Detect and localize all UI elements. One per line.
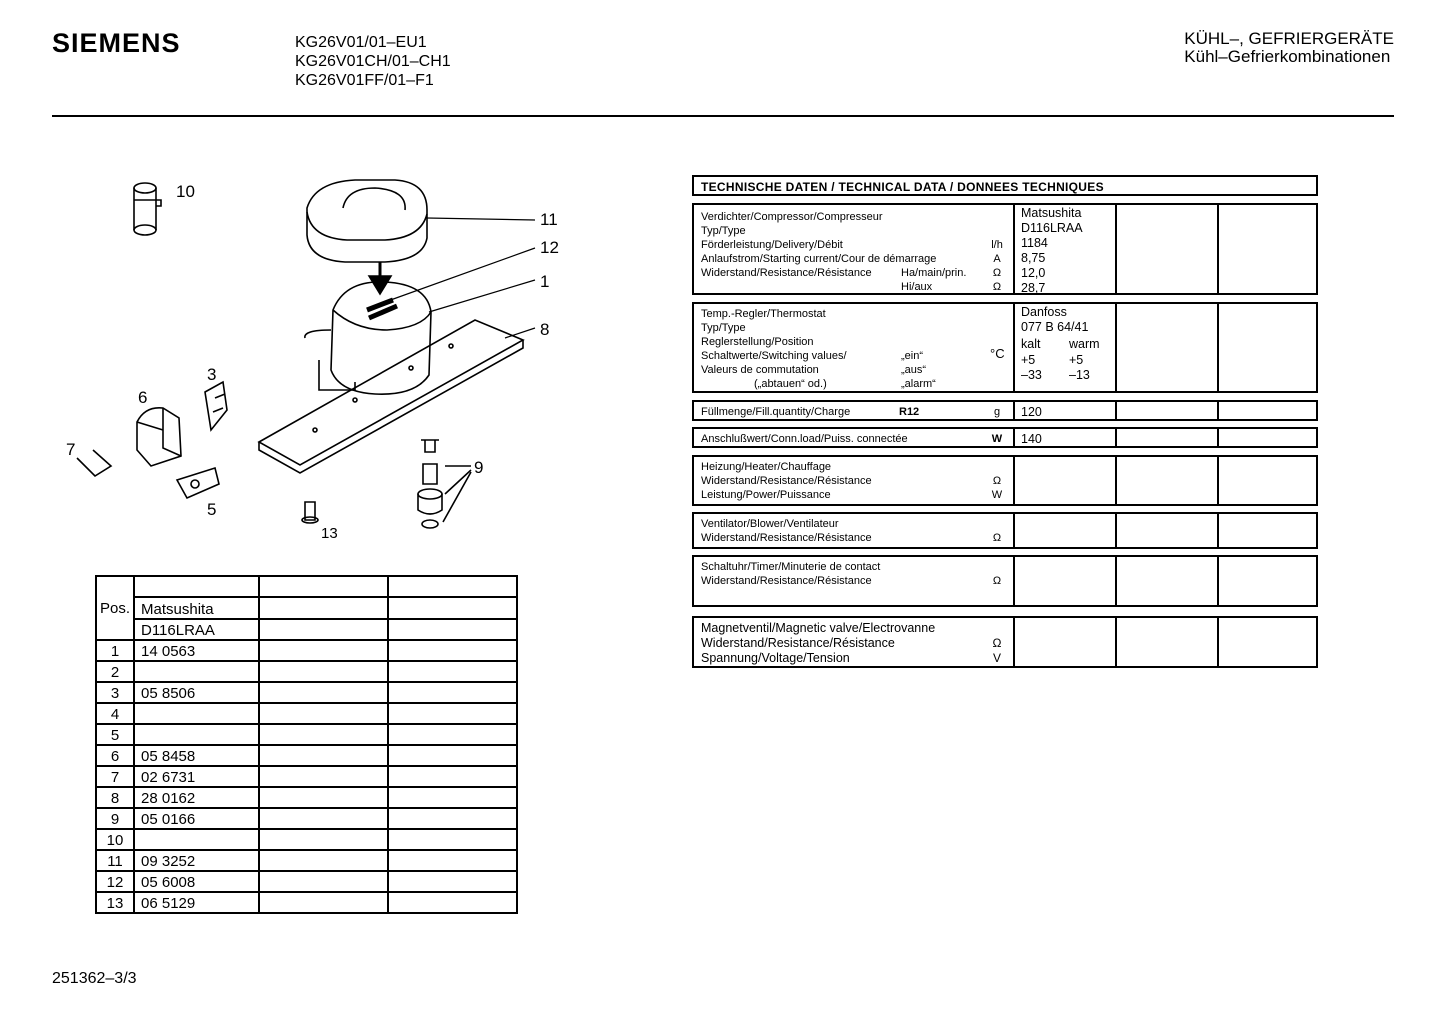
grommet-set-drawing	[418, 440, 471, 528]
table-row: 8 28 0162	[96, 787, 517, 808]
magnetic-valve-block: Magnetventil/Magnetic valve/Electrovanne Widerstand/Resistance/Résistance Spannung/Voltage/Tension Ω V	[692, 616, 1318, 668]
bracket-drawing	[177, 468, 219, 498]
table-row: 11 09 3252	[96, 850, 517, 871]
connected-load-block: Anschlußwert/Conn.load/Puiss. connectée W 140	[692, 427, 1318, 448]
callout-13: 13	[321, 525, 338, 542]
parts-table	[95, 575, 518, 914]
exploded-parts-diagram	[55, 160, 575, 560]
model-number: KG26V01CH/01–CH1	[295, 53, 451, 70]
table-row: 5	[96, 724, 517, 745]
table-row: 7 02 6731	[96, 766, 517, 787]
model-list	[295, 33, 451, 90]
thermostat-block: Temp.-Regler/Thermostat Typ/Type Reglerstellung/Position Schaltwerte/Switching values/ Valeurs de commutation („abtauen“ od.) „ein“ „aus“ „alarm“ °C Danfoss 077 B 64/41 kalt warm +5 +5 –33 –13	[692, 302, 1318, 393]
category-title	[1184, 30, 1394, 66]
callout-8: 8	[540, 320, 550, 339]
compressor-block: Verdichter/Compressor/Compresseur Typ/Type Förderleistung/Delivery/Débit Anlaufstrom/Starting current/Cour de démarrage Widerstand/Resistance/Résistance Ha/main/prin. Hi/aux l/h A Ω Ω Matsushita D116LRAA 1184 8,75 12,0 28,7	[692, 203, 1318, 295]
compressor-type-header: D116LRAA	[134, 619, 259, 640]
header-divider	[52, 115, 1394, 117]
thermostat-values: Danfoss 077 B 64/41	[1021, 305, 1089, 334]
table-row: 3 05 8506	[96, 682, 517, 703]
callout-10: 10	[176, 182, 195, 201]
model-number: KG26V01/01–EU1	[295, 34, 427, 51]
table-row: 9 05 0166	[96, 808, 517, 829]
callout-11: 11	[540, 210, 558, 229]
compressor-values: Matsushita D116LRAA 1184 8,75 12,0 28,7	[1021, 206, 1083, 295]
document-number: 251362–3/3	[52, 970, 137, 987]
category-line: Kühl–Gefrierkombinationen	[1184, 47, 1391, 66]
table-row: 1 14 0563	[96, 640, 517, 661]
clip-drawing	[77, 450, 111, 476]
callout-5: 5	[207, 500, 217, 519]
table-row: 13 06 5129	[96, 892, 517, 913]
callout-6: 6	[138, 388, 148, 407]
cover-drawing	[307, 180, 427, 262]
pos-header: Pos.	[96, 576, 134, 640]
callout-1: 1	[540, 272, 550, 291]
brand-logo: SIEMENS	[52, 28, 181, 58]
charge-block: Füllmenge/Fill.quantity/Charge R12 g 120	[692, 400, 1318, 421]
table-row: 10	[96, 829, 517, 850]
table-row: 12 05 6008	[96, 871, 517, 892]
timer-block: Schaltuhr/Timer/Minuterie de contact Widerstand/Resistance/Résistance Ω	[692, 555, 1318, 607]
table-row: 6 05 8458	[96, 745, 517, 766]
compressor-brand-header: Matsushita	[134, 597, 259, 618]
protector-box-drawing	[137, 408, 181, 466]
model-number: KG26V01FF/01–F1	[295, 72, 434, 89]
compressor-drawing	[305, 282, 431, 394]
table-row: 2	[96, 661, 517, 682]
blower-block: Ventilator/Blower/Ventilateur Widerstand/Resistance/Résistance Ω	[692, 512, 1318, 549]
callout-12: 12	[540, 238, 559, 257]
callout-7: 7	[66, 440, 76, 459]
base-plate-drawing	[259, 320, 523, 473]
callout-9: 9	[474, 458, 484, 477]
table-row: 4	[96, 703, 517, 724]
capacitor-drawing	[134, 183, 161, 235]
relay-drawing	[205, 382, 227, 430]
heater-block: Heizung/Heater/Chauffage Widerstand/Resistance/Résistance Leistung/Power/Puissance Ω W	[692, 455, 1318, 506]
screw-drawing	[302, 502, 318, 523]
category-line: KÜHL–, GEFRIERGERÄTE	[1184, 29, 1394, 48]
callout-3: 3	[207, 365, 217, 384]
tech-data-title: TECHNISCHE DATEN / TECHNICAL DATA / DONNEES TECHNIQUES	[692, 175, 1318, 196]
